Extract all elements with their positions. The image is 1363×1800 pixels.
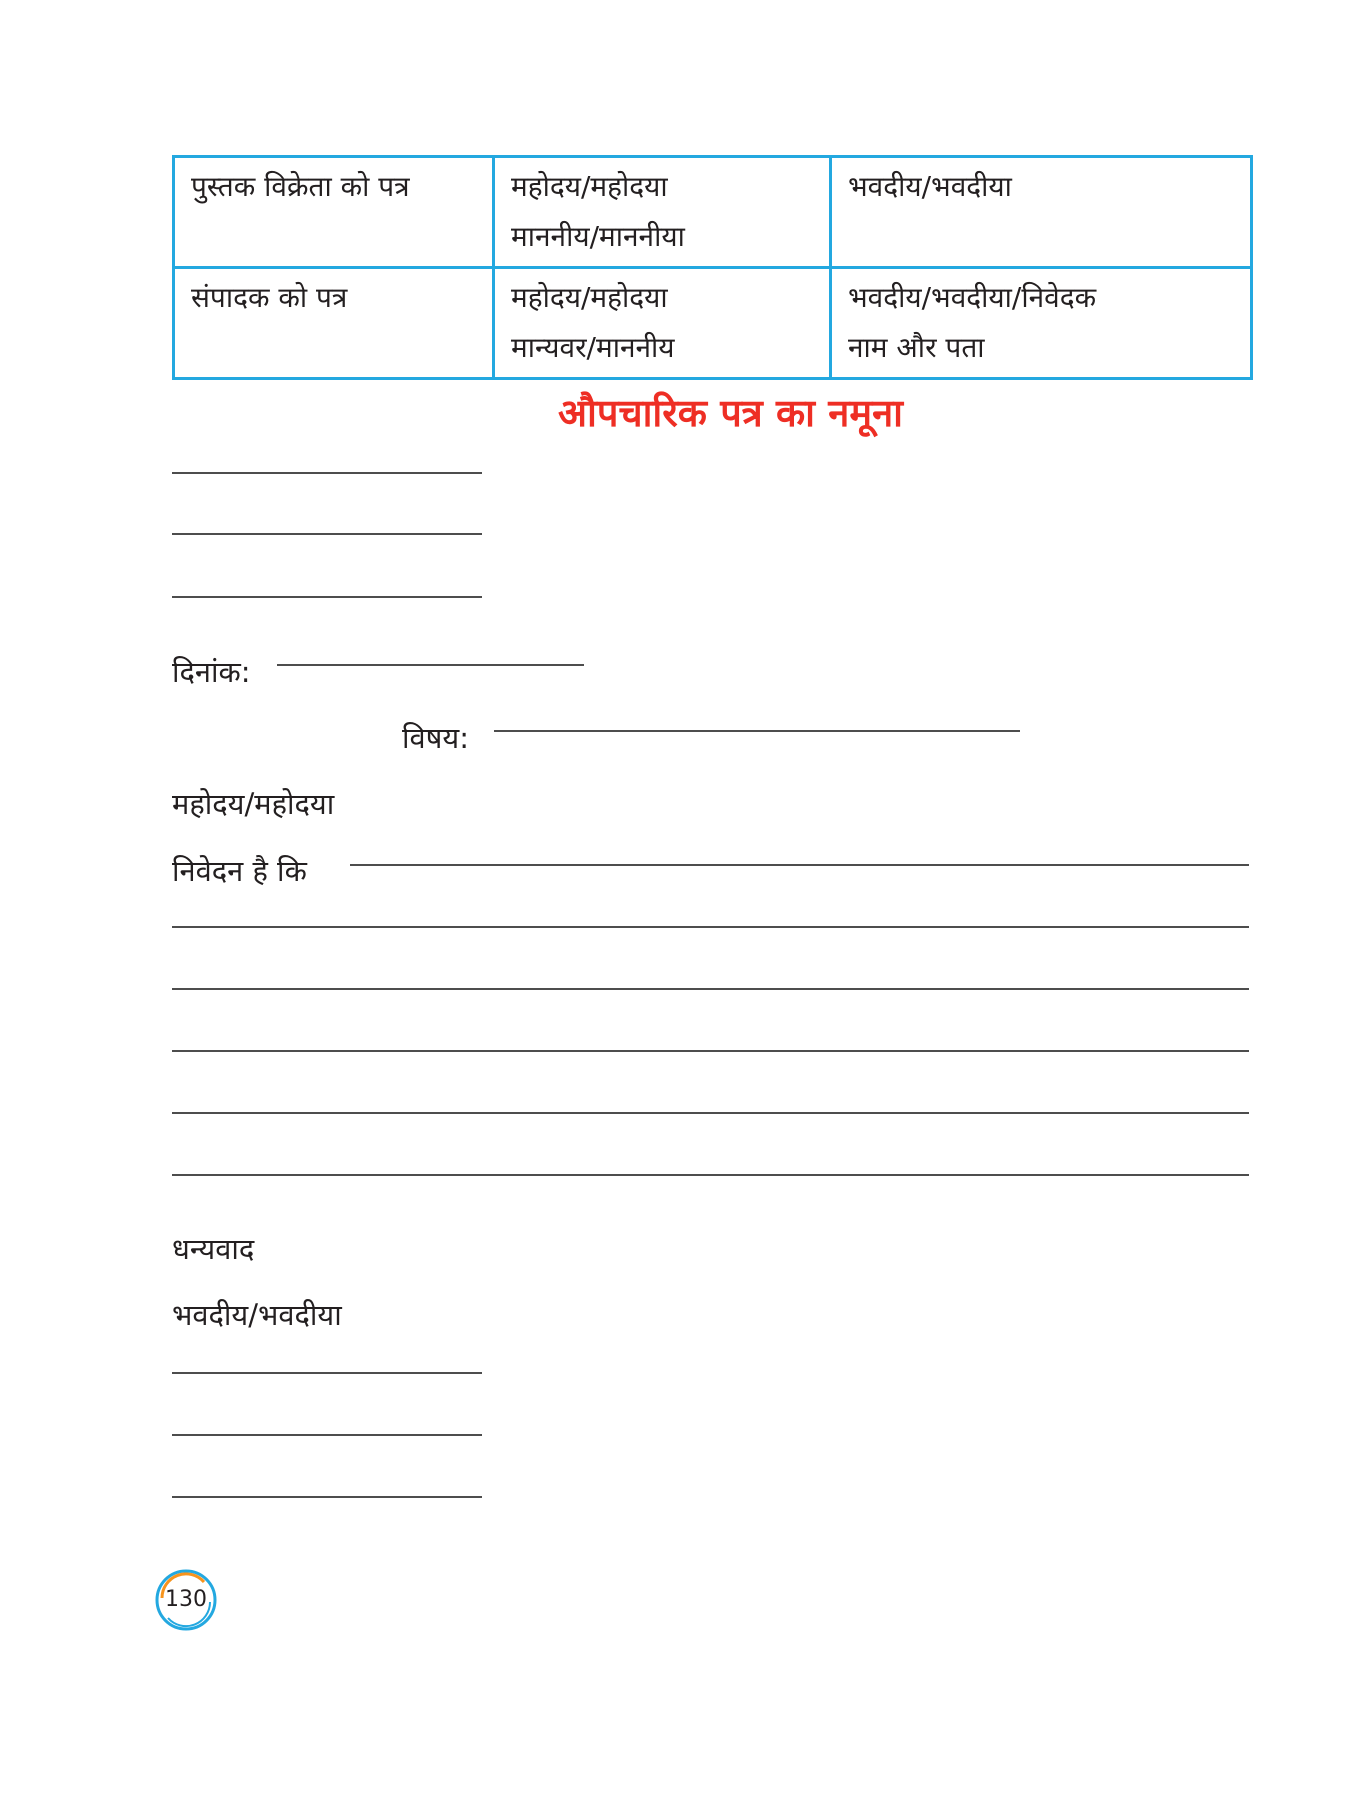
table-row <box>174 157 1252 268</box>
signature-line <box>172 1372 482 1374</box>
page-number: 130 <box>165 1587 207 1612</box>
thanks-text: धन्यवाद <box>172 1232 255 1266</box>
address-line <box>172 533 482 535</box>
closing-text: भवदीय/भवदीया <box>172 1298 342 1332</box>
salutation-cell: महोदय/महोदया माननीय/माननीया <box>494 157 831 268</box>
subject-label: विषय: <box>402 721 469 755</box>
body-line <box>172 926 1249 928</box>
closing-cell: भवदीय/भवदीया/निवेदक नाम और पता <box>831 268 1252 379</box>
body-start-text: निवेदन है कि <box>172 854 307 888</box>
salutation-cell: महोदय/महोदया मान्यवर/माननीय <box>494 268 831 379</box>
body-line <box>350 864 1249 866</box>
signature-line <box>172 1434 482 1436</box>
address-line <box>172 472 482 474</box>
date-line <box>277 664 584 666</box>
body-line <box>172 1112 1249 1114</box>
table-row <box>174 268 1252 379</box>
body-line <box>172 1174 1249 1176</box>
signature-line <box>172 1496 482 1498</box>
date-label: दिनांक: <box>172 655 251 689</box>
body-line <box>172 1050 1249 1052</box>
closing-cell: भवदीय/भवदीया <box>831 157 1252 268</box>
subject-line <box>494 730 1020 732</box>
address-line <box>172 596 482 598</box>
salutation-table <box>172 155 1253 380</box>
recipient-cell: पुस्तक विक्रेता को पत्र <box>174 157 494 268</box>
body-line <box>172 988 1249 990</box>
recipient-cell: संपादक को पत्र <box>174 268 494 379</box>
letter-title: औपचारिक पत्र का नमूना <box>557 391 904 435</box>
salutation-text: महोदय/महोदया <box>172 787 335 821</box>
